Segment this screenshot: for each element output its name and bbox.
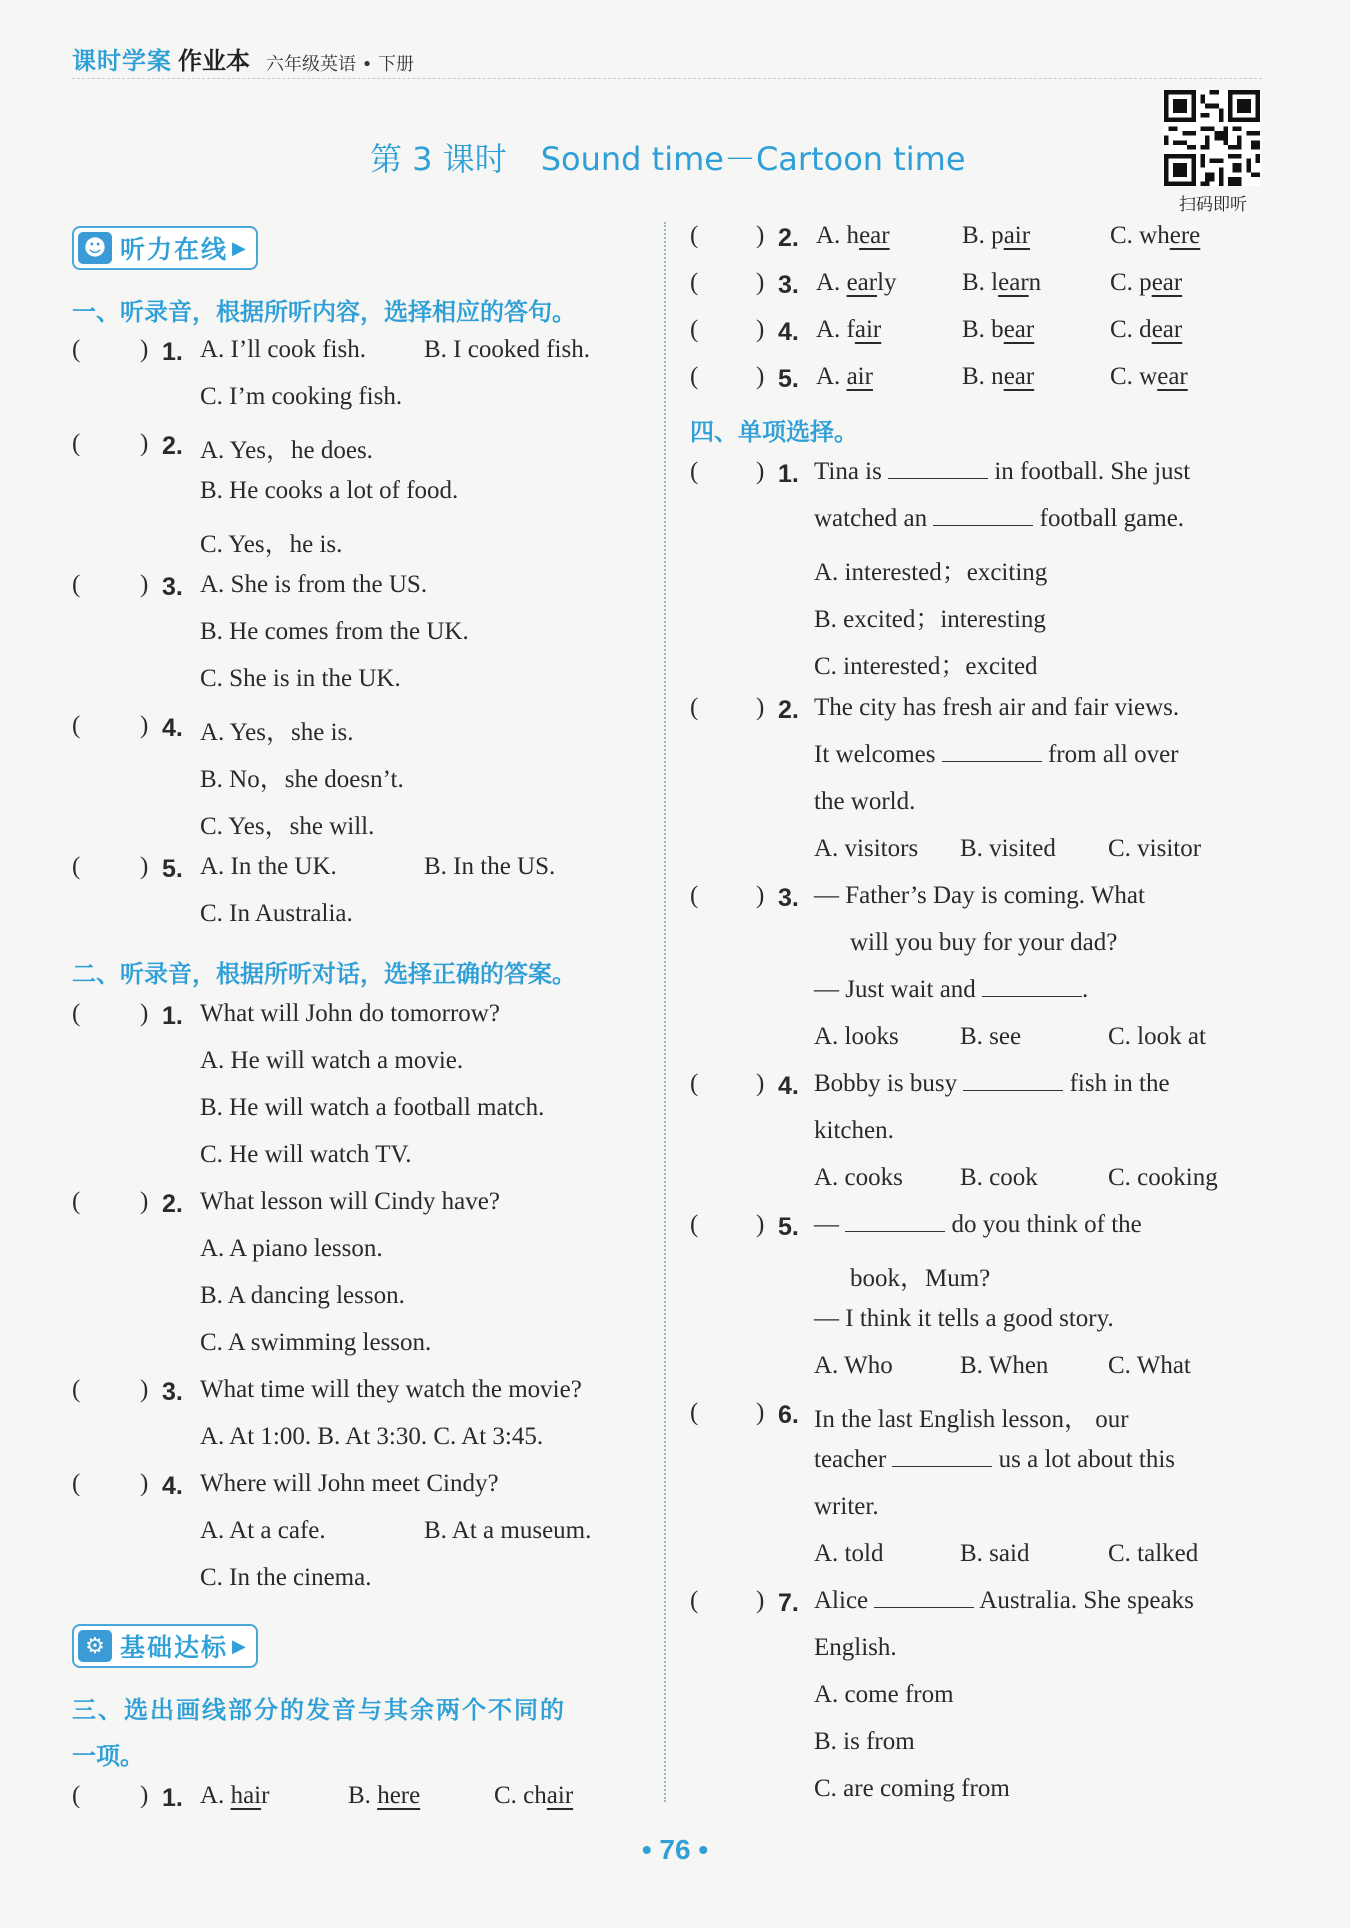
answer-bracket-close: ): [140, 1376, 149, 1403]
option-a-text: A.: [200, 1782, 231, 1809]
basics-badge-label: 基础达标: [120, 1633, 229, 1662]
option-c-underlined: ear: [1151, 316, 1183, 343]
option-b: B. visited: [960, 835, 1056, 862]
listening-badge-label: 听力在线: [120, 235, 229, 264]
question-text: Bobby is busy: [814, 1070, 958, 1097]
question-text: What will John do tomorrow?: [200, 1000, 500, 1027]
answer-bracket-close: ): [756, 694, 765, 721]
answer-bracket-open[interactable]: (: [690, 882, 699, 909]
option-b: B. I cooked fish.: [424, 336, 590, 363]
question-number: 1.: [162, 1784, 183, 1812]
option-a: A. A piano lesson.: [200, 1235, 383, 1262]
answer-bracket-open[interactable]: (: [72, 1782, 81, 1809]
question-number: 5.: [162, 855, 183, 883]
question-line-1: [814, 1070, 1170, 1098]
option-a: [816, 316, 881, 344]
answer-bracket-close: ): [140, 1000, 149, 1027]
section-3-heading: 三、选出画线部分的发音与其余两个不同的: [72, 1696, 566, 1724]
option-a: A. come from: [814, 1681, 954, 1708]
answer-bracket-open[interactable]: (: [690, 1587, 699, 1614]
option-c: [1110, 316, 1182, 344]
question-number: 1.: [778, 460, 799, 488]
answer-bracket-close: ): [756, 458, 765, 485]
option-a-underlined: air: [846, 363, 873, 390]
answer-bracket-open[interactable]: (: [690, 1399, 699, 1426]
question-text: do you think of the: [951, 1211, 1142, 1238]
page-title: [370, 134, 966, 180]
question-line-1: [814, 458, 1190, 486]
option-c-underlined: ear: [1157, 363, 1188, 390]
option-b: B. At a museum.: [424, 1517, 592, 1544]
section-4-heading: 四、单项选择。: [690, 418, 858, 446]
option-c: C. Yes，he is.: [200, 531, 343, 558]
question-line-2: English.: [814, 1634, 897, 1661]
question-line-3: — I think it tells a good story.: [814, 1305, 1114, 1332]
option-b: B. see: [960, 1023, 1022, 1050]
person-icon: ☻: [78, 232, 112, 264]
answer-bracket-open[interactable]: (: [690, 1211, 699, 1238]
question-line-2: will you buy for your dad?: [850, 929, 1118, 956]
question-number: 3.: [162, 1378, 183, 1406]
header-divider: [72, 78, 1262, 79]
question-number: 1.: [162, 1002, 183, 1030]
option-b-text: B. b: [962, 316, 1004, 343]
answer-bracket-open[interactable]: (: [690, 694, 699, 721]
option-b-text: B. p: [962, 222, 1004, 249]
option-c: C. In the cinema.: [200, 1564, 372, 1591]
answer-bracket-close: ): [140, 1470, 149, 1497]
question-number: 2.: [778, 696, 799, 724]
option-a-rest: ly: [877, 269, 897, 296]
option-b-text: B.: [348, 1782, 378, 1809]
option-c: [494, 1782, 573, 1810]
gear-icon: ⚙: [78, 1630, 112, 1662]
listening-badge: [72, 226, 258, 270]
answer-bracket-open[interactable]: (: [72, 571, 81, 598]
question-text: watched an: [814, 505, 928, 532]
question-line-3: the world.: [814, 788, 916, 815]
option-a: A. visitors: [814, 835, 919, 862]
question-line-3: writer.: [814, 1493, 879, 1520]
answer-bracket-open[interactable]: (: [690, 1070, 699, 1097]
option-c: C. A swimming lesson.: [200, 1329, 432, 1356]
section-2-heading: 二、听录音，根据所听对话，选择正确的答案。: [72, 960, 576, 988]
answer-bracket-open[interactable]: (: [690, 316, 699, 343]
question-text: Tina is: [814, 458, 882, 485]
answer-bracket-open[interactable]: (: [72, 1188, 81, 1215]
option-c: [1110, 363, 1188, 391]
option-a: A. told: [814, 1540, 884, 1567]
question-line-2: book，Mum?: [850, 1265, 991, 1292]
question-text: It welcomes: [814, 741, 936, 768]
option-b-rest: n: [1028, 269, 1042, 296]
question-number: 3.: [778, 271, 799, 299]
question-text: — Just wait and: [814, 976, 976, 1003]
answer-bracket-close: ): [756, 363, 765, 390]
answer-bracket-open[interactable]: (: [690, 222, 699, 249]
option-c-underlined: ere: [1169, 222, 1201, 249]
question-number: 3.: [778, 884, 799, 912]
question-line-1: [814, 1211, 1142, 1239]
question-line-1: [814, 1587, 1194, 1615]
question-text: Alice: [814, 1587, 869, 1614]
answer-bracket-close: ): [140, 712, 149, 739]
book-subtitle: 六年级英语 • 下册: [266, 54, 415, 75]
option-a: [816, 363, 873, 391]
answer-blank[interactable]: [982, 976, 1082, 997]
question-number: 4.: [162, 714, 183, 742]
answer-bracket-close: ): [140, 336, 149, 363]
answer-blank[interactable]: [942, 741, 1042, 762]
question-text: football game.: [1039, 505, 1185, 532]
option-a: A. I’ll cook fish.: [200, 336, 366, 363]
option-c: C. interested；excited: [814, 653, 1038, 680]
option-b: [962, 269, 1041, 297]
answer-bracket-close: ): [140, 1782, 149, 1809]
question-line-1: — Father’s Day is coming. What: [814, 882, 1145, 909]
question-number: 7.: [778, 1589, 799, 1617]
option-b: [962, 316, 1034, 344]
option-b-underlined: air: [1003, 222, 1031, 249]
play-arrow-icon: ▶: [232, 1635, 246, 1657]
option-b: [348, 1782, 420, 1810]
option-c-underlined: ear: [1151, 269, 1183, 296]
answer-bracket-close: ): [756, 316, 765, 343]
qr-code-icon[interactable]: [1163, 90, 1261, 186]
question-text: from all over: [1047, 741, 1179, 768]
question-line-2: kitchen.: [814, 1117, 894, 1144]
lesson-number: 第 3 课时: [370, 140, 507, 178]
option-c-text: C. wh: [1110, 222, 1170, 249]
question-text: us a lot about this: [998, 1446, 1176, 1473]
question-line-2: [814, 1446, 1175, 1474]
option-a: A. interested；exciting: [814, 559, 1048, 586]
question-text: in football. She just: [994, 458, 1191, 485]
option-a: A. Who: [814, 1352, 893, 1379]
question-number: 3.: [162, 573, 183, 601]
option-a: A. In the UK.: [200, 853, 337, 880]
option-c-text: C. p: [1110, 269, 1152, 296]
answer-bracket-close: ): [140, 571, 149, 598]
question-line-3: [814, 976, 1088, 1004]
answer-bracket-close: ): [756, 1399, 765, 1426]
option-a: A. She is from the US.: [200, 571, 428, 598]
question-line-1: In the last English lesson， our: [814, 1406, 1129, 1433]
answer-bracket-open[interactable]: (: [72, 1376, 81, 1403]
question-number: 2.: [162, 1190, 183, 1218]
play-arrow-icon: ▶: [232, 237, 246, 259]
option-c: C. Yes，she will.: [200, 813, 375, 840]
option-b: B. He comes from the UK.: [200, 618, 469, 645]
option-c: C. visitor: [1108, 835, 1202, 862]
option-a: [816, 222, 890, 250]
page-number: • 76 •: [641, 1834, 709, 1865]
option-b-text: B. n: [962, 363, 1004, 390]
question-number: 5.: [778, 1213, 799, 1241]
section-3-heading-cont: 一项。: [72, 1742, 144, 1770]
option-a-text: A.: [816, 269, 847, 296]
answer-bracket-close: ): [140, 430, 149, 457]
column-divider: [664, 222, 666, 1802]
option-c-underlined: air: [546, 1782, 574, 1809]
option-b: B. When: [960, 1352, 1049, 1379]
option-c-text: C. w: [1110, 363, 1158, 390]
question-number: 4.: [162, 1472, 183, 1500]
option-b: B. In the US.: [424, 853, 556, 880]
option-b: B. is from: [814, 1728, 915, 1755]
answer-bracket-open[interactable]: (: [690, 269, 699, 296]
answer-bracket-close: ): [756, 269, 765, 296]
book-header: [72, 44, 414, 76]
option-b-underlined: ear: [998, 269, 1029, 296]
answer-blank[interactable]: [963, 1070, 1063, 1091]
option-a-text: A. f: [816, 316, 855, 343]
answer-blank[interactable]: [933, 505, 1033, 526]
lesson-topic: Sound time－Cartoon time: [540, 140, 966, 178]
answer-bracket-close: ): [756, 882, 765, 909]
option-b-underlined: ear: [1003, 316, 1035, 343]
option-b: B. He will watch a football match.: [200, 1094, 545, 1121]
option-a: A. cooks: [814, 1164, 903, 1191]
answer-blank[interactable]: [845, 1211, 945, 1232]
question-text: —: [814, 1211, 839, 1238]
option-b: [962, 363, 1034, 391]
question-text: What time will they watch the movie?: [200, 1376, 582, 1403]
answer-bracket-open[interactable]: (: [690, 363, 699, 390]
option-c: C. What: [1108, 1352, 1191, 1379]
question-number: 1.: [162, 338, 183, 366]
option-c: C. I’m cooking fish.: [200, 383, 403, 410]
question-number: 4.: [778, 318, 799, 346]
option-c: C. In Australia.: [200, 900, 353, 927]
option-a-underlined: ear: [859, 222, 890, 249]
answer-bracket-close: ): [756, 1070, 765, 1097]
option-c: C. are coming from: [814, 1775, 1010, 1802]
question-text: teacher: [814, 1446, 887, 1473]
question-number: 6.: [778, 1401, 799, 1429]
question-text: Where will John meet Cindy?: [200, 1470, 499, 1497]
option-c: [1110, 269, 1182, 297]
option-c: C. She is in the UK.: [200, 665, 401, 692]
section-1-heading: 一、听录音，根据所听内容，选择相应的答句。: [72, 298, 576, 326]
answer-bracket-close: ): [756, 222, 765, 249]
answer-blank[interactable]: [874, 1587, 974, 1608]
option-a-rest: r: [261, 1782, 270, 1809]
option-a: [816, 269, 897, 297]
option-b: B. A dancing lesson.: [200, 1282, 405, 1309]
qr-label: 扫码即听: [1179, 195, 1247, 215]
question-number: 4.: [778, 1072, 799, 1100]
option-c: C. look at: [1108, 1023, 1206, 1050]
option-b: B. excited；interesting: [814, 606, 1046, 633]
option-a: A. looks: [814, 1023, 899, 1050]
option-b-underlined: ear: [1003, 363, 1035, 390]
answer-bracket-close: ): [756, 1587, 765, 1614]
question-line-2: [814, 741, 1179, 769]
option-c-text: C. ch: [494, 1782, 547, 1809]
option-a: [200, 1782, 269, 1810]
answer-bracket-open[interactable]: (: [72, 1000, 81, 1027]
option-a: A. Yes，he does.: [200, 437, 373, 464]
option-b: B. cook: [960, 1164, 1038, 1191]
option-b: B. said: [960, 1540, 1030, 1567]
question-number: 5.: [778, 365, 799, 393]
option-c: C. cooking: [1108, 1164, 1218, 1191]
option-c: C. He will watch TV.: [200, 1141, 412, 1168]
option-c-text: C. d: [1110, 316, 1152, 343]
answer-bracket-open[interactable]: (: [72, 853, 81, 880]
option-a-underlined: ear: [846, 269, 878, 296]
answer-bracket-open[interactable]: (: [72, 336, 81, 363]
option-b: B. He cooks a lot of food.: [200, 477, 459, 504]
question-text: What lesson will Cindy have?: [200, 1188, 500, 1215]
option-a-text: A. h: [816, 222, 860, 249]
option-b-underlined: here: [377, 1782, 421, 1809]
option-c: C. talked: [1108, 1540, 1199, 1567]
question-text: .: [1082, 976, 1089, 1003]
options-abc: A. At 1:00. B. At 3:30. C. At 3:45.: [200, 1423, 544, 1450]
answer-blank[interactable]: [888, 458, 988, 479]
option-a-text: A.: [816, 363, 847, 390]
answer-bracket-open[interactable]: (: [72, 1470, 81, 1497]
question-number: 2.: [778, 224, 799, 252]
question-number: 2.: [162, 432, 183, 460]
option-a-underlined: air: [854, 316, 882, 343]
brand-black: 作业本: [178, 47, 250, 75]
answer-bracket-close: ): [140, 1188, 149, 1215]
option-b: [962, 222, 1030, 250]
option-c: [1110, 222, 1200, 250]
option-a: A. He will watch a movie.: [200, 1047, 464, 1074]
answer-bracket-close: ): [756, 1211, 765, 1238]
question-line-2: [814, 505, 1184, 533]
answer-bracket-open[interactable]: (: [72, 712, 81, 739]
option-a: A. At a cafe.: [200, 1517, 326, 1544]
option-b: B. No，she doesn’t.: [200, 766, 404, 793]
brand-blue: 课时学案: [72, 47, 172, 75]
option-a-underlined: hai: [230, 1782, 262, 1809]
answer-bracket-open[interactable]: (: [72, 430, 81, 457]
question-text: Australia. She speaks: [979, 1587, 1194, 1614]
option-a: A. Yes，she is.: [200, 719, 354, 746]
question-line-1: The city has fresh air and fair views.: [814, 694, 1180, 721]
answer-bracket-open[interactable]: (: [690, 458, 699, 485]
option-b-text: B. l: [962, 269, 999, 296]
answer-blank[interactable]: [892, 1446, 992, 1467]
answer-bracket-close: ): [140, 853, 149, 880]
basics-badge: [72, 1624, 258, 1668]
question-text: fish in the: [1069, 1070, 1170, 1097]
